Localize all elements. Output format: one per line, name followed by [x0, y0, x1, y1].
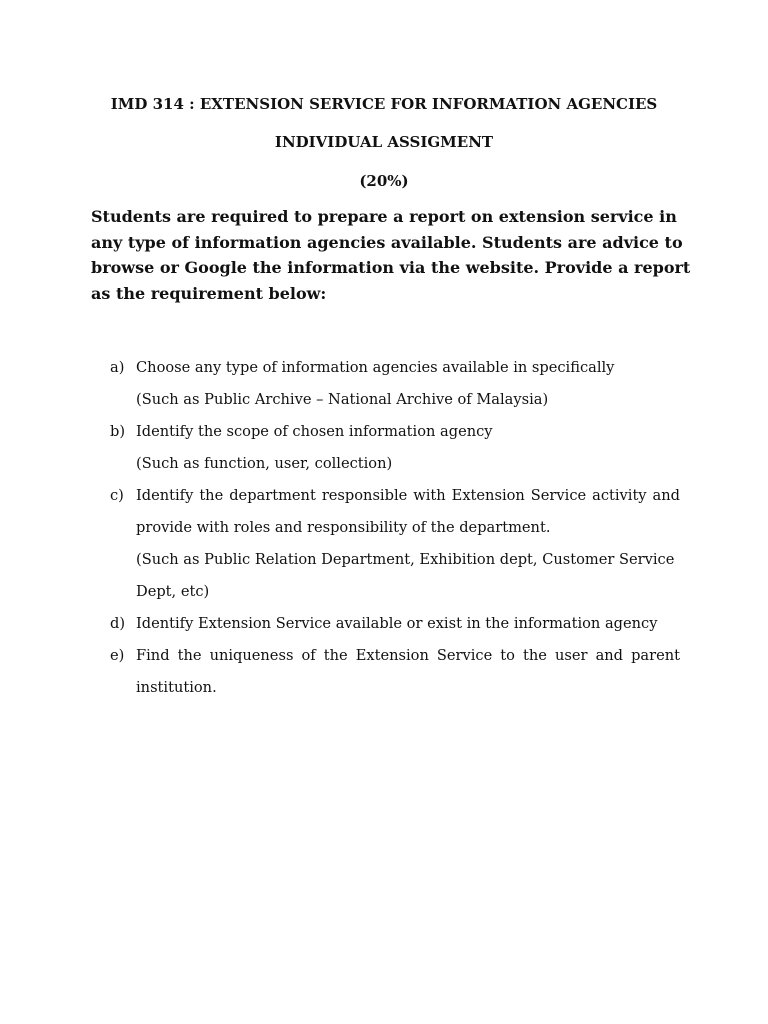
list-marker: d) — [110, 615, 126, 632]
list-item-text: Find the uniqueness of the Extension Service to the user and parent institution. — [136, 647, 680, 696]
list-item — [110, 480, 680, 608]
list-item-note: (Such as Public Archive – National Archive of Malaysia) — [136, 391, 549, 408]
list-item — [110, 416, 680, 480]
course-title: IMD 314 : EXTENSION SERVICE FOR INFORMATION AGENCIES — [110, 95, 658, 113]
assignment-weight: (20%) — [359, 172, 409, 190]
list-item-text: Identify the department responsible with Extension Service activity and provide with roles and responsibility of the department. — [136, 487, 680, 536]
list-marker: a) — [110, 359, 125, 376]
list-item — [110, 352, 680, 416]
list-marker: b) — [110, 423, 126, 440]
list-item — [110, 608, 680, 640]
list-item-text: Identify Extension Service available or exist in the information agency — [136, 615, 658, 632]
assignment-title: INDIVIDUAL ASSIGMENT — [274, 133, 494, 151]
list-item-note: (Such as function, user, collection) — [136, 455, 393, 472]
list-item-text: Identify the scope of chosen information agency — [136, 423, 493, 440]
list-marker: c) — [110, 487, 124, 504]
list-item-note: (Such as Public Relation Department, Exhibition dept, Customer Service Dept, etc) — [136, 551, 675, 600]
list-item-text: Choose any type of information agencies available in specifically — [136, 359, 615, 376]
list-item — [110, 640, 680, 704]
requirements-list — [110, 352, 680, 704]
intro-paragraph: Students are required to prepare a report on extension service in any type of information agencies available. Students are advice to browse or Google the information via the website. Provide a report as the requirement below: — [91, 207, 691, 303]
list-marker: e) — [110, 647, 125, 664]
